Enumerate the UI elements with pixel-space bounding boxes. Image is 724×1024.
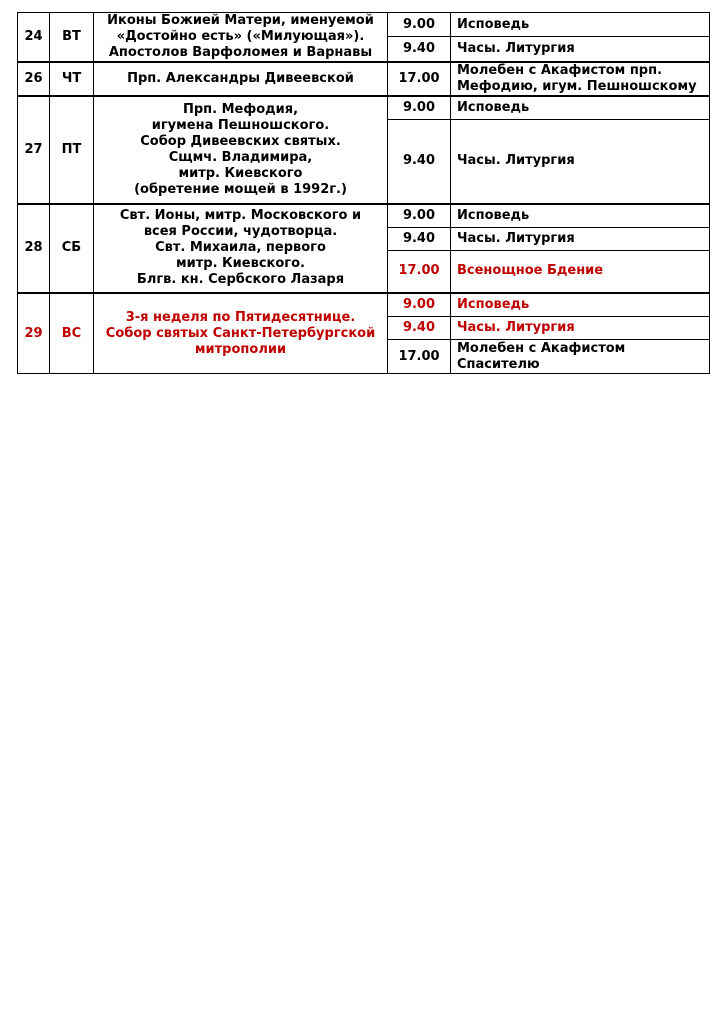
schedule-row (18, 204, 710, 228)
service-name (451, 62, 710, 96)
service-time: 9.40 (388, 317, 451, 340)
feast-line: митр. Киевского (178, 165, 303, 181)
service-line: Часы. Литургия (457, 41, 575, 57)
service-name (451, 96, 710, 120)
schedule-row (18, 293, 710, 317)
feast-description (94, 293, 388, 374)
service-name (451, 120, 710, 204)
service-line: Молебен с Акафистом (457, 340, 626, 356)
service-name (451, 317, 710, 340)
service-line: Исповедь (457, 207, 530, 223)
schedule-row (18, 96, 710, 120)
day-number: 26 (18, 62, 50, 96)
feast-line: Собор святых Санкт-Петербургской (105, 325, 376, 341)
service-time: 9.00 (388, 293, 451, 317)
feast-line: Блгв. кн. Сербского Лазаря (136, 272, 345, 288)
service-time: 17.00 (388, 250, 451, 293)
day-number: 27 (18, 96, 50, 204)
feast-description (94, 204, 388, 294)
feast-line: Апостолов Варфоломея и Варнавы (108, 45, 373, 60)
service-line: Молебен с Акафистом прп. (457, 63, 663, 78)
service-time: 17.00 (388, 62, 451, 96)
schedule-table (17, 12, 710, 374)
feast-line: Сщмч. Владимира, (168, 149, 313, 165)
schedule-row (18, 13, 710, 37)
service-name (451, 13, 710, 37)
feast-line: митр. Киевского. (176, 256, 305, 272)
feast-line: всея России, чудотворца. (143, 224, 338, 240)
service-line: Часы. Литургия (457, 153, 575, 169)
feast-line: Иконы Божией Матери, именуемой (107, 13, 374, 28)
feast-description (94, 13, 388, 63)
service-time: 9.40 (388, 120, 451, 204)
feast-line: Прп. Мефодия, (182, 101, 299, 117)
feast-line: «Достойно есть» («Милующая»). (116, 29, 365, 44)
service-line: Часы. Литургия (457, 320, 575, 335)
feast-line: 3-я неделя по Пятидесятнице. (125, 309, 356, 325)
service-time: 9.00 (388, 96, 451, 120)
service-name (451, 227, 710, 250)
schedule-body (18, 13, 710, 374)
day-number: 29 (18, 293, 50, 374)
feast-description (94, 62, 388, 96)
service-time: 9.00 (388, 13, 451, 37)
service-line: Исповедь (457, 297, 530, 312)
feast-line: Свт. Ионы, митр. Московского и (119, 208, 362, 224)
weekday-label: ВС (50, 293, 94, 374)
service-line: Исповедь (457, 100, 530, 115)
service-time: 9.40 (388, 227, 451, 250)
feast-line: Свт. Михаила, первого (155, 240, 326, 256)
service-line: Часы. Литургия (457, 230, 575, 246)
feast-line: игумена Пешношского. (151, 117, 330, 133)
service-line: Исповедь (457, 16, 530, 32)
day-number: 28 (18, 204, 50, 294)
service-time: 17.00 (388, 340, 451, 374)
service-name (451, 340, 710, 374)
weekday-label: СБ (50, 204, 94, 294)
schedule-row (18, 62, 710, 96)
feast-line: Прп. Александры Дивеевской (127, 71, 354, 86)
service-name (451, 250, 710, 293)
feast-line: (обретение мощей в 1992г.) (134, 181, 347, 197)
feast-description (94, 96, 388, 204)
feast-line: митрополии (194, 341, 287, 357)
feast-line: Собор Дивеевских святых. (140, 133, 341, 149)
weekday-label: ПТ (50, 96, 94, 204)
service-name (451, 293, 710, 317)
day-number: 24 (18, 13, 50, 63)
service-line: Мефодию, игум. Пешношскому (457, 79, 697, 94)
service-name (451, 37, 710, 62)
service-line: Всенощное Бдение (457, 263, 604, 279)
service-time: 9.40 (388, 37, 451, 62)
service-name (451, 204, 710, 228)
weekday-label: ВТ (50, 13, 94, 63)
service-time: 9.00 (388, 204, 451, 228)
service-line: Спасителю (457, 356, 540, 372)
weekday-label: ЧТ (50, 62, 94, 96)
